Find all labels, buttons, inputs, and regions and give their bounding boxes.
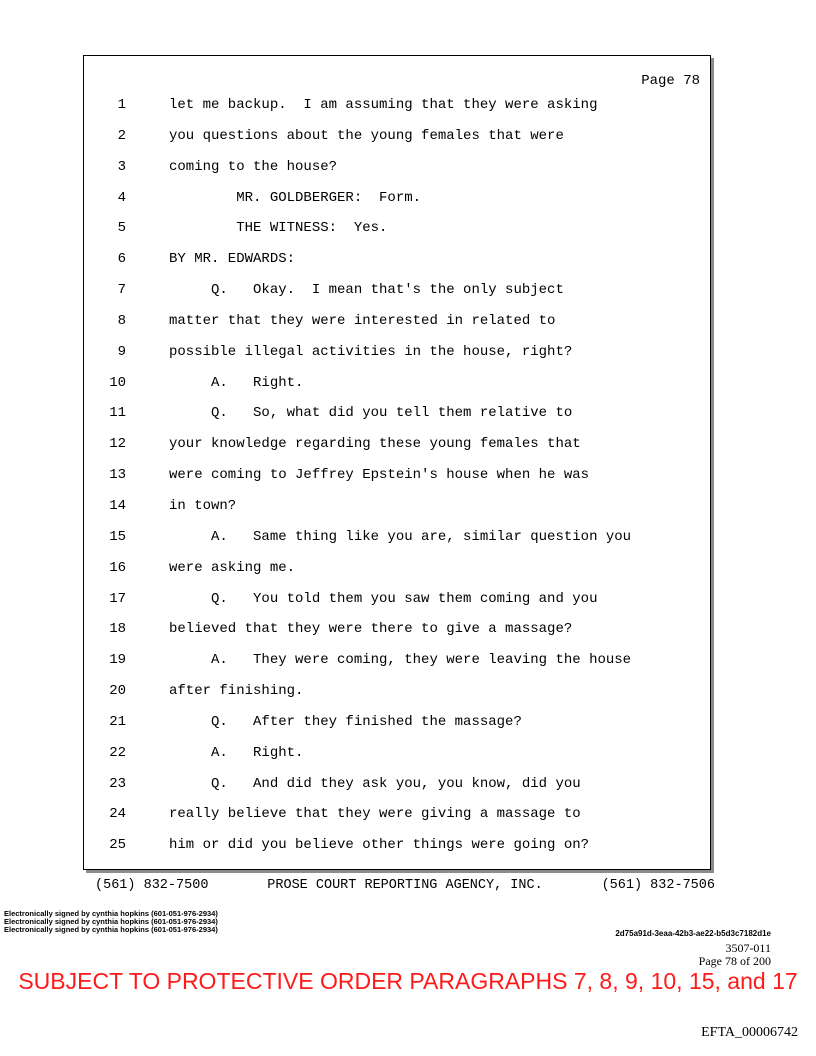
box-shadow-bottom	[86, 870, 714, 873]
phone-right: (561) 832-7506	[601, 878, 715, 893]
line-text: THE WITNESS: Yes.	[169, 220, 388, 237]
transcript-line	[84, 650, 710, 681]
line-text: A. Right.	[169, 374, 304, 391]
transcript-line	[84, 342, 710, 373]
transcript-line	[84, 249, 710, 280]
signature-line: Electronically signed by cynthia hopkins (601-051-976-2934)	[4, 925, 218, 934]
transcript-line	[84, 681, 710, 712]
transcript-line	[84, 280, 710, 311]
transcript-line	[84, 157, 710, 188]
transcript-line	[84, 126, 710, 157]
transcript-line	[84, 496, 710, 527]
line-number: 5	[117, 220, 126, 237]
line-number: 21	[109, 713, 126, 730]
transcript-line	[84, 774, 710, 805]
line-text: really believe that they were giving a massage to	[169, 806, 581, 823]
transcript-line	[84, 712, 710, 743]
transcript-line	[84, 804, 710, 835]
transcript-line	[84, 527, 710, 558]
line-text: Q. And did they ask you, you know, did you	[169, 775, 581, 792]
protective-order-notice: SUBJECT TO PROTECTIVE ORDER PARAGRAPHS 7, 8, 9, 10, 15, and 17	[18, 968, 798, 994]
line-text: matter that they were interested in related to	[169, 312, 556, 329]
line-number: 17	[109, 590, 126, 607]
line-number: 23	[109, 775, 126, 792]
line-number: 20	[109, 683, 126, 700]
line-text: were coming to Jeffrey Epstein's house when he was	[169, 467, 590, 484]
transcript-line	[84, 558, 710, 589]
line-number: 3	[117, 158, 126, 175]
line-text: in town?	[169, 497, 237, 514]
line-text: A. They were coming, they were leaving the house	[169, 652, 632, 669]
transcript-line	[84, 373, 710, 404]
line-number: 16	[109, 559, 126, 576]
transcript-line	[84, 311, 710, 342]
transcript-line	[84, 403, 710, 434]
transcript-line	[84, 218, 710, 249]
line-number: 19	[109, 652, 126, 669]
line-text: BY MR. EDWARDS:	[169, 251, 296, 268]
box-shadow-right	[711, 58, 714, 872]
bates-number: EFTA_00006742	[701, 1025, 798, 1040]
transcript-lines	[84, 95, 710, 866]
line-text: let me backup. I am assuming that they were asking	[169, 97, 598, 113]
transcript-line	[84, 589, 710, 620]
line-number: 9	[117, 343, 126, 360]
line-number: 11	[109, 405, 126, 422]
line-number: 6	[117, 251, 126, 268]
line-text: Q. So, what did you tell them relative to	[169, 405, 573, 422]
line-text: possible illegal activities in the house, right?	[169, 343, 573, 360]
transcript-line	[84, 835, 710, 866]
line-number: 12	[109, 436, 126, 453]
line-number: 4	[117, 189, 126, 206]
line-text: him or did you believe other things were going on?	[169, 837, 590, 854]
reporting-agency-footer	[95, 878, 715, 893]
electronic-signatures	[4, 910, 218, 934]
document-info	[699, 942, 771, 968]
line-text: A. Right.	[169, 744, 304, 761]
line-number: 22	[109, 744, 126, 761]
transcript-line	[84, 465, 710, 496]
line-number: 8	[117, 312, 126, 329]
line-number: 2	[117, 127, 126, 144]
signature-line: Electronically signed by cynthia hopkins (601-051-976-2934)	[4, 917, 218, 926]
transcript-line	[84, 619, 710, 650]
document-hash: 2d75a91d-3eaa-42b3-ae22-b5d3c7182d1e	[615, 929, 771, 938]
document-number: 3507-011	[725, 941, 771, 955]
line-number: 7	[117, 282, 126, 299]
line-text: were asking me.	[169, 559, 296, 576]
transcript-line	[84, 188, 710, 219]
phone-left: (561) 832-7500	[95, 878, 209, 893]
transcript-line	[84, 95, 710, 126]
line-number: 25	[109, 837, 126, 854]
line-text: coming to the house?	[169, 158, 338, 175]
line-number: 18	[109, 621, 126, 638]
line-text: after finishing.	[169, 683, 304, 700]
line-text: Q. You told them you saw them coming and you	[169, 590, 598, 607]
signature-line: Electronically signed by cynthia hopkins (601-051-976-2934)	[4, 909, 218, 918]
transcript-line	[84, 434, 710, 465]
line-number: 1	[117, 97, 126, 113]
line-text: believed that they were there to give a massage?	[169, 621, 573, 638]
transcript-page	[83, 55, 711, 870]
line-text: you questions about the young females that were	[169, 127, 564, 144]
line-number: 24	[109, 806, 126, 823]
line-text: MR. GOLDBERGER: Form.	[169, 189, 422, 206]
page-number: Page 78	[641, 73, 700, 89]
line-number: 15	[109, 528, 126, 545]
line-text: Q. Okay. I mean that's the only subject	[169, 282, 564, 299]
line-text: Q. After they finished the massage?	[169, 713, 522, 730]
transcript-line	[84, 743, 710, 774]
agency-name: PROSE COURT REPORTING AGENCY, INC.	[267, 878, 543, 893]
line-number: 14	[109, 497, 126, 514]
page-of-total: Page 78 of 200	[698, 954, 771, 968]
line-number: 13	[109, 467, 126, 484]
line-number: 10	[109, 374, 126, 391]
line-text: your knowledge regarding these young females that	[169, 436, 581, 453]
line-text: A. Same thing like you are, similar question you	[169, 528, 632, 545]
